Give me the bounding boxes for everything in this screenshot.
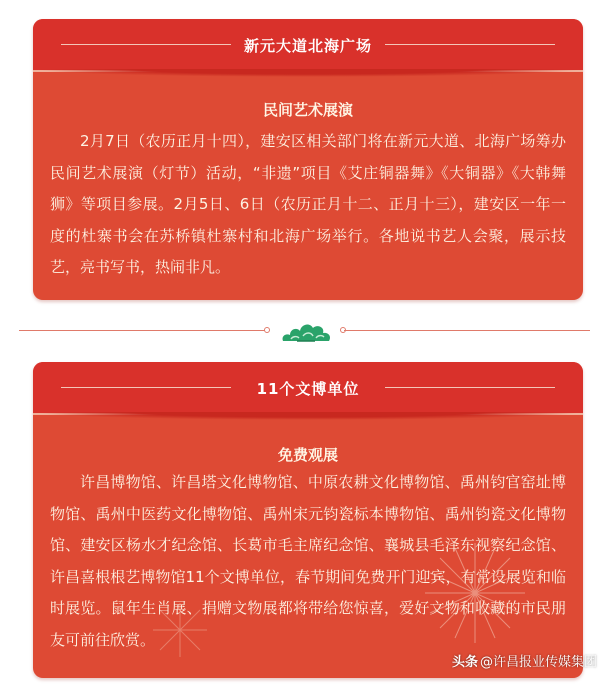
cloud-icon: [279, 315, 333, 345]
divider-dot-left: [264, 327, 270, 333]
banner-line-right: [385, 44, 555, 45]
section-subtitle: 免费观展: [277, 446, 338, 464]
watermark: [452, 651, 597, 670]
divider-line-right: [344, 330, 590, 331]
section-banner: [33, 362, 583, 415]
section-card-1: [33, 19, 583, 300]
section-subtitle: 民间艺术展演: [262, 101, 353, 119]
firework-icon: [420, 538, 530, 648]
banner-line-right: [385, 387, 555, 388]
firework-icon: [150, 600, 210, 660]
watermark-account: @许昌报业传媒集团: [479, 655, 597, 670]
section-title: 11个文博单位: [256, 380, 360, 398]
divider-line-left: [19, 330, 265, 331]
section-banner: [33, 19, 583, 72]
section-body: 许昌博物馆、许昌塔文化博物馆、中原农耕文化博物馆、禹州钧官窑址博物馆、禹州中医药文化博物馆、禹州宋元钧瓷标本博物馆、禹州钧瓷文化博物馆、建安区杨水才纪念馆、长葛市毛主席纪念馆、襄城县毛泽东视察纪念馆、许昌喜根根艺博物馆11个文博单位，春节期间免费开门迎宾，有常设展览和临时展览。鼠年生肖展、捐赠文物展都将带给您惊喜，爱好文物和收藏的市民朋友可前往欣赏。: [50, 473, 566, 649]
section-body: 2月7日（农历正月十四），建安区相关部门将在新元大道、北海广场筹办民间艺术展演（灯节）活动，“非遗”项目《艾庄铜器舞》《大铜器》《大韩舞狮》等项目参展。2月5日、6日（农历正月十二、正月十三），建安区一年一度的杜寨书会在苏桥镇杜寨村和北海广场举行。各地说书艺人会聚，展示技艺，亮书写书，热闹非凡。: [50, 132, 566, 276]
section-title: 新元大道北海广场: [243, 37, 372, 55]
watermark-brand: 头条: [451, 655, 478, 670]
